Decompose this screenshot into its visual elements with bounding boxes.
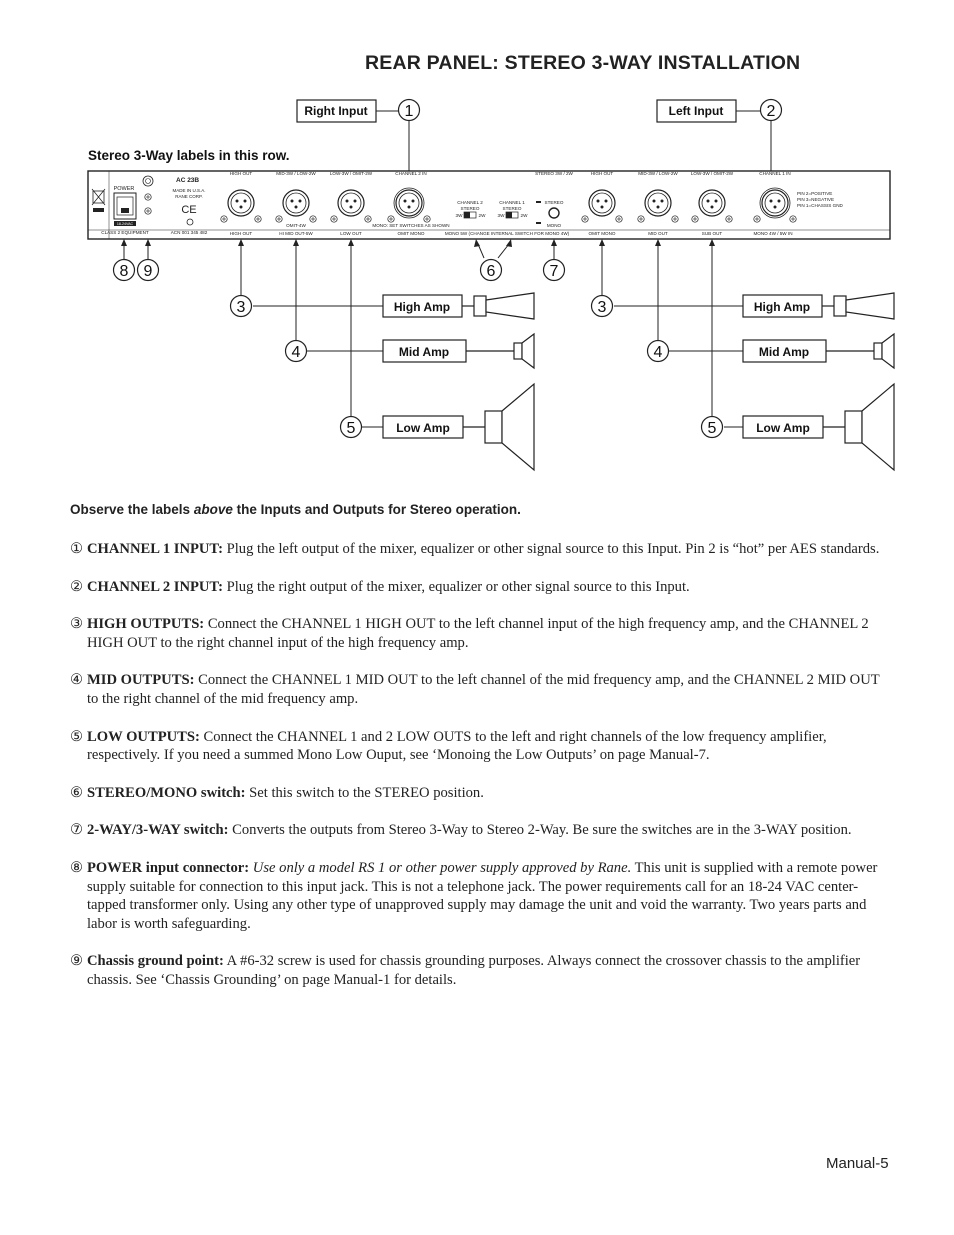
- svg-text:OMIT MONO: OMIT MONO: [397, 231, 425, 236]
- low-amp-left: [383, 416, 463, 438]
- svg-text:HIGH OUT: HIGH OUT: [590, 171, 614, 176]
- ch2-3w-2w-switch: [464, 212, 476, 218]
- svg-text:SUB OUT: SUB OUT: [701, 231, 723, 236]
- list-item: ⑦ 2-WAY/3-WAY switch: Converts the outputs from Stereo 3-Way to Stereo 2-Way. Be sure the switches are in the 3-WAY position.: [70, 822, 852, 839]
- rear-panel: [88, 171, 890, 239]
- svg-text:5: 5: [707, 420, 717, 437]
- svg-text:MONO 5W (CHANGE INTERNAL SWITC: MONO 5W (CHANGE INTERNAL SWITCH FOR MONO 4W): [444, 231, 570, 236]
- svg-text:STEREO: STEREO: [460, 206, 480, 211]
- callout-3-left: [231, 296, 252, 317]
- svg-text:STEREO: STEREO: [544, 200, 564, 205]
- svg-text:High Amp: High Amp: [753, 300, 811, 314]
- svg-text:STEREO 3W / 2W: STEREO 3W / 2W: [535, 171, 573, 176]
- svg-text:HI MID OUT-5W: HI MID OUT-5W: [279, 231, 313, 236]
- list-item: ③ HIGH OUTPUTS: Connect the CHANNEL 1 HIGH OUT to the left channel input of the high frequency amp, and the CHANNEL 2 HIGH OUT to the right channel input of the high frequency amp.: [70, 616, 869, 651]
- mid-amp-right: [743, 340, 826, 362]
- list-item: ⑨ Chassis ground point: A #6-32 screw is used for chassis grounding purposes. Always connect the crossover chassis to the amplifier chassis. See ‘Chassis Grounding’ on page Manual-1 for details.: [70, 953, 861, 988]
- svg-text:MADE IN U.S.A.: MADE IN U.S.A.: [172, 188, 206, 193]
- svg-text:High Amp: High Amp: [393, 300, 451, 314]
- svg-text:3W: 3W: [497, 213, 505, 218]
- mid-speaker-icon-right: [826, 334, 894, 368]
- svg-text:MONO: MONO: [546, 223, 562, 228]
- svg-text:2W: 2W: [478, 213, 486, 218]
- svg-text:MID-3W / LOW-2W: MID-3W / LOW-2W: [638, 171, 678, 176]
- svg-text:PIN 3=NEGATIVE: PIN 3=NEGATIVE: [797, 197, 835, 202]
- svg-text:LOW OUT: LOW OUT: [340, 231, 362, 236]
- svg-text:LOW-3W / OMIT-2W: LOW-3W / OMIT-2W: [329, 171, 373, 176]
- horn-speaker-icon-right: [822, 293, 894, 319]
- svg-text:Right Input: Right Input: [304, 104, 368, 118]
- horn-speaker-icon-left: [462, 293, 534, 319]
- svg-text:MONO: SET SWITCHES AS SHOWN: MONO: SET SWITCHES AS SHOWN: [372, 223, 450, 228]
- svg-text:18-24VAC: 18-24VAC: [116, 222, 134, 226]
- callout-5-left: [341, 417, 362, 438]
- svg-text:POWER: POWER: [113, 186, 135, 192]
- svg-text:CE: CE: [181, 204, 197, 216]
- svg-text:HIGH OUT: HIGH OUT: [229, 231, 253, 236]
- svg-text:Left Input: Left Input: [668, 104, 724, 118]
- svg-text:4: 4: [653, 344, 663, 361]
- callout-3-right: [592, 296, 613, 317]
- svg-text:CLASS 2 EQUIPMENT: CLASS 2 EQUIPMENT: [101, 230, 149, 235]
- arrow-heads: [121, 239, 715, 247]
- svg-text:HIGH OUT: HIGH OUT: [229, 171, 253, 176]
- woofer-speaker-icon-right: [823, 384, 894, 470]
- list-item: ② CHANNEL 2 INPUT: Plug the right output of the mixer, equalizer or other signal source to this Input.: [70, 578, 690, 595]
- svg-text:Mid Amp: Mid Amp: [758, 345, 810, 359]
- callout-7: [544, 260, 565, 281]
- observe-heading: Observe the labels above the Inputs and Outputs for Stereo operation.: [70, 502, 521, 517]
- connection-lines: [124, 244, 743, 427]
- svg-text:6: 6: [486, 263, 496, 280]
- callout-9: [138, 260, 159, 281]
- svg-text:CHANNEL 2: CHANNEL 2: [457, 200, 483, 205]
- callout-2: [761, 100, 782, 121]
- svg-text:9: 9: [143, 263, 153, 280]
- list-item: ⑧ POWER input connector: Use only a model RS 1 or other power supply approved by Rane. This unit is supplied with a remote power supply suitable for connection to this input jack. This is not a telephone jack. The power requirements call for an 18-24 VAC center-tapped transformer only. Using any other type of unapproved supply may damage the unit and void the warranty. Two years parts and labor is worth safeguarding.: [70, 859, 878, 932]
- svg-text:CHANNEL 1: CHANNEL 1: [499, 200, 525, 205]
- svg-text:2W: 2W: [520, 213, 528, 218]
- svg-text:OMIT MONO: OMIT MONO: [588, 231, 616, 236]
- svg-text:AC 23B: AC 23B: [176, 177, 200, 184]
- svg-text:OMIT-4W: OMIT-4W: [286, 223, 306, 228]
- svg-text:LOW-3W / OMIT-2W: LOW-3W / OMIT-2W: [690, 171, 734, 176]
- callout-1: [399, 100, 420, 121]
- list-item: ⑥ STEREO/MONO switch: Set this switch to the STEREO position.: [70, 784, 484, 801]
- svg-text:PIN 1=CHASSIS GND: PIN 1=CHASSIS GND: [797, 203, 843, 208]
- page-number: Manual-5: [826, 1155, 889, 1172]
- svg-text:3: 3: [236, 299, 246, 316]
- mid-speaker-icon-left: [466, 334, 534, 368]
- svg-text:MID-3W / LOW-2W: MID-3W / LOW-2W: [276, 171, 316, 176]
- svg-text:PIN 2=POSITIVE: PIN 2=POSITIVE: [797, 191, 833, 196]
- woofer-speaker-icon-left: [463, 384, 534, 470]
- svg-text:STEREO: STEREO: [502, 206, 522, 211]
- callout-4-right: [648, 341, 669, 362]
- svg-text:8: 8: [119, 263, 129, 280]
- high-amp-left: [383, 295, 462, 317]
- svg-text:3: 3: [597, 299, 607, 316]
- svg-text:5: 5: [346, 420, 356, 437]
- callout-5-right: [702, 417, 723, 438]
- ch1-3w-2w-switch: [506, 212, 518, 218]
- svg-text:MONO 4W / 5W IN: MONO 4W / 5W IN: [753, 231, 793, 236]
- list-item: ① CHANNEL 1 INPUT: Plug the left output of the mixer, equalizer or other signal source to this Input. Pin 2 is “hot” per AES standards.: [70, 541, 880, 557]
- callout-8: [114, 260, 135, 281]
- list-item: ④ MID OUTPUTS: Connect the CHANNEL 1 MID OUT to the left channel of the mid frequency amp, and the CHANNEL 2 MID OUT to the right channel of the mid frequency amp.: [70, 672, 880, 707]
- svg-text:MID OUT: MID OUT: [648, 231, 668, 236]
- svg-text:4: 4: [291, 344, 301, 361]
- svg-text:RANE CORP.: RANE CORP.: [175, 194, 203, 199]
- svg-text:Mid Amp: Mid Amp: [398, 345, 450, 359]
- svg-text:Low Amp: Low Amp: [396, 421, 450, 435]
- instructions-list: [70, 540, 890, 1009]
- svg-text:1: 1: [404, 103, 414, 120]
- high-amp-right: [743, 295, 822, 317]
- svg-text:CHANNEL 2 IN: CHANNEL 2 IN: [395, 171, 427, 176]
- svg-text:ACN 001 345 482: ACN 001 345 482: [170, 230, 208, 235]
- svg-text:CHANNEL 1 IN: CHANNEL 1 IN: [759, 171, 791, 176]
- low-amp-right: [743, 416, 823, 438]
- callout-4-left: [286, 341, 307, 362]
- page-title: REAR PANEL: STEREO 3-WAY INSTALLATION: [365, 52, 801, 74]
- svg-text:7: 7: [549, 263, 559, 280]
- row-caption: Stereo 3-Way labels in this row.: [88, 148, 290, 163]
- list-item: ⑤ LOW OUTPUTS: Connect the CHANNEL 1 and 2 LOW OUTS to the left and right channels of the low frequency amplifier, respectively. If you need a summed Mono Low Ouput, see ‘Monoing the Low Outputs’ on page Manual-7.: [70, 728, 827, 764]
- svg-text:3W: 3W: [455, 213, 463, 218]
- svg-text:2: 2: [766, 103, 776, 120]
- callout-6: [481, 260, 502, 281]
- rear-panel-diagram: [0, 0, 954, 500]
- mid-amp-left: [383, 340, 466, 362]
- svg-text:Low Amp: Low Amp: [756, 421, 810, 435]
